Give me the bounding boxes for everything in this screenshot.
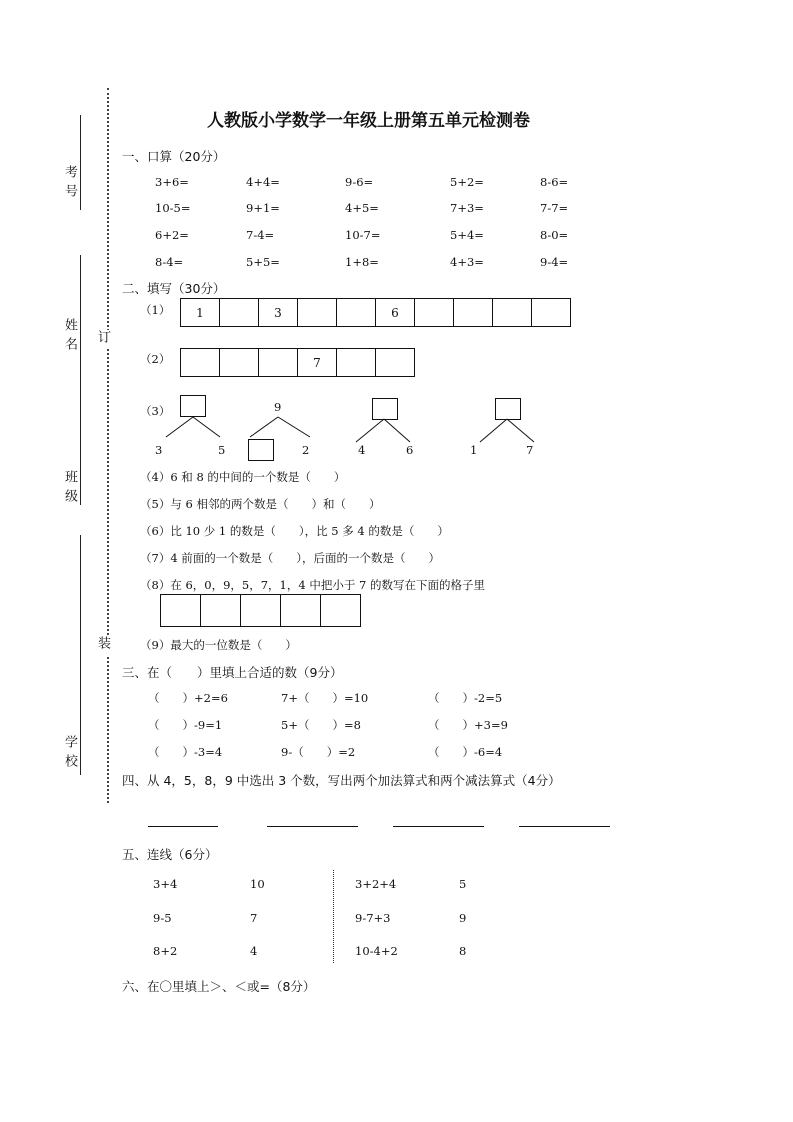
oral-calc-item: 3+6= (155, 175, 189, 189)
oral-calc-item: 4+4= (246, 175, 280, 189)
fill-blank-item: 5+（ ）=8 (281, 718, 361, 732)
oral-calc-item: 10-7= (345, 228, 381, 242)
oral-calc-item: 7-4= (246, 228, 275, 242)
oral-calc-item: 4+5= (345, 201, 379, 215)
section-6-heading: 六、在〇里填上＞、＜或=（8分） (122, 979, 316, 994)
number-cell[interactable] (200, 594, 241, 627)
section-5-heading: 五、连线（6分） (122, 847, 218, 862)
tree4-right: 7 (526, 443, 534, 457)
tree4-left-branch (480, 419, 507, 442)
match-right-value[interactable]: 5 (459, 877, 467, 891)
q7-text: （7）4 前面的一个数是（ ），后面的一个数是（ ） (140, 551, 441, 565)
number-cell: 3 (258, 298, 298, 327)
match-left-value[interactable]: 7 (250, 911, 258, 925)
tree3-top-box[interactable] (372, 398, 398, 420)
oral-calc-item: 4+3= (450, 255, 484, 269)
fill-blank-item: （ ）+3=9 (428, 718, 508, 732)
oral-calc-item: 6+2= (155, 228, 189, 242)
tree2-left-branch (250, 417, 278, 437)
binding-mark-zhuang: 装 (95, 636, 110, 655)
exam-number-label: 考号 (62, 165, 77, 203)
oral-calc-item: 5+4= (450, 228, 484, 242)
match-right-expr[interactable]: 10-4+2 (355, 944, 398, 958)
number-cell[interactable] (160, 594, 201, 627)
oral-calc-item: 8-6= (540, 175, 569, 189)
fill-blank-item: （ ）-2=5 (428, 691, 503, 705)
match-right-expr[interactable]: 9-7+3 (355, 911, 391, 925)
tree2-top: 9 (274, 400, 282, 414)
page-title: 人教版小学数学一年级上册第五单元检测卷 (207, 111, 530, 131)
tree1-right: 5 (218, 443, 226, 457)
matching-divider (333, 870, 334, 963)
tree3-left: 4 (358, 443, 366, 457)
oral-calc-item: 9-6= (345, 175, 374, 189)
section-3-heading: 三、在（ ）里填上合适的数（9分） (122, 665, 343, 680)
tree3-left-branch (356, 419, 384, 442)
tree1-left-branch (166, 417, 193, 437)
school-line (80, 535, 81, 775)
fill-blank-item: （ ）-6=4 (428, 745, 503, 759)
oral-calc-item: 8-4= (155, 255, 184, 269)
name-label: 姓名 (62, 318, 77, 356)
number-cell[interactable] (280, 594, 321, 627)
q3-label: （3） (140, 404, 171, 418)
number-cell: 6 (375, 298, 415, 327)
answer-line-4[interactable] (519, 826, 610, 827)
fill-blank-item: 9-（ ）=2 (281, 745, 356, 759)
number-cell: 7 (297, 348, 337, 377)
fill-blank-item: 7+（ ）=10 (281, 691, 369, 705)
match-left-expr[interactable]: 9-5 (153, 911, 172, 925)
q8-answer-row (160, 594, 361, 627)
answer-line-1[interactable] (148, 826, 218, 827)
match-left-value[interactable]: 10 (250, 877, 265, 891)
q5-text: （5）与 6 相邻的两个数是（ ）和（ ） (140, 497, 381, 511)
number-cell: 1 (180, 298, 220, 327)
fill-blank-item: （ ）-3=4 (148, 745, 223, 759)
number-cell[interactable] (320, 594, 361, 627)
tree1-right-branch (193, 417, 220, 437)
oral-calc-item: 7+3= (450, 201, 484, 215)
section-4-heading: 四、从 4，5，8，9 中选出 3 个数，写出两个加法算式和两个减法算式（4分） (122, 773, 561, 788)
tree4-top-box[interactable] (495, 398, 521, 420)
oral-calc-item: 9+1= (246, 201, 280, 215)
tree2-left-box[interactable] (248, 439, 274, 461)
match-right-expr[interactable]: 3+2+4 (355, 877, 397, 891)
oral-calc-item: 7-7= (540, 201, 569, 215)
match-left-expr[interactable]: 8+2 (153, 944, 178, 958)
oral-calc-item: 5+5= (246, 255, 280, 269)
answer-line-3[interactable] (393, 826, 484, 827)
section-1-heading: 一、口算（20分） (122, 149, 226, 164)
match-right-value[interactable]: 9 (459, 911, 467, 925)
oral-calc-item: 1+8= (345, 255, 379, 269)
q1-label: （1） (140, 303, 171, 317)
oral-calc-item: 8-0= (540, 228, 569, 242)
match-left-value[interactable]: 4 (250, 944, 258, 958)
tree1-left: 3 (155, 443, 163, 457)
class-label: 班级 (62, 470, 77, 508)
tree3-right-branch (384, 419, 410, 442)
tree4-left: 1 (470, 443, 478, 457)
tree2-right-branch (278, 417, 310, 437)
fill-blank-item: （ ）+2=6 (148, 691, 228, 705)
q8-text: （8）在 6，0，9，5，7，1，4 中把小于 7 的数写在下面的格子里 (140, 578, 485, 592)
school-label: 学校 (62, 735, 77, 773)
fill-blank-item: （ ）-9=1 (148, 718, 223, 732)
tree1-top-box[interactable] (180, 395, 206, 417)
number-cell[interactable] (240, 594, 281, 627)
section-2-heading: 二、填写（30分） (122, 281, 226, 296)
tree2-right: 2 (302, 443, 310, 457)
oral-calc-item: 10-5= (155, 201, 191, 215)
answer-line-2[interactable] (267, 826, 358, 827)
match-left-expr[interactable]: 3+4 (153, 877, 178, 891)
tree4-right-branch (507, 419, 534, 442)
q6-text: （6）比 10 少 1 的数是（ ），比 5 多 4 的数是（ ） (140, 524, 449, 538)
oral-calc-item: 9-4= (540, 255, 569, 269)
q4-text: （4）6 和 8 的中间的一个数是（ ） (140, 470, 346, 484)
binding-mark-ding: 订 (95, 330, 110, 349)
q9-text: （9）最大的一位数是（ ） (140, 638, 297, 652)
match-right-value[interactable]: 8 (459, 944, 467, 958)
oral-calc-item: 5+2= (450, 175, 484, 189)
q2-label: （2） (140, 352, 171, 366)
tree3-right: 6 (406, 443, 414, 457)
